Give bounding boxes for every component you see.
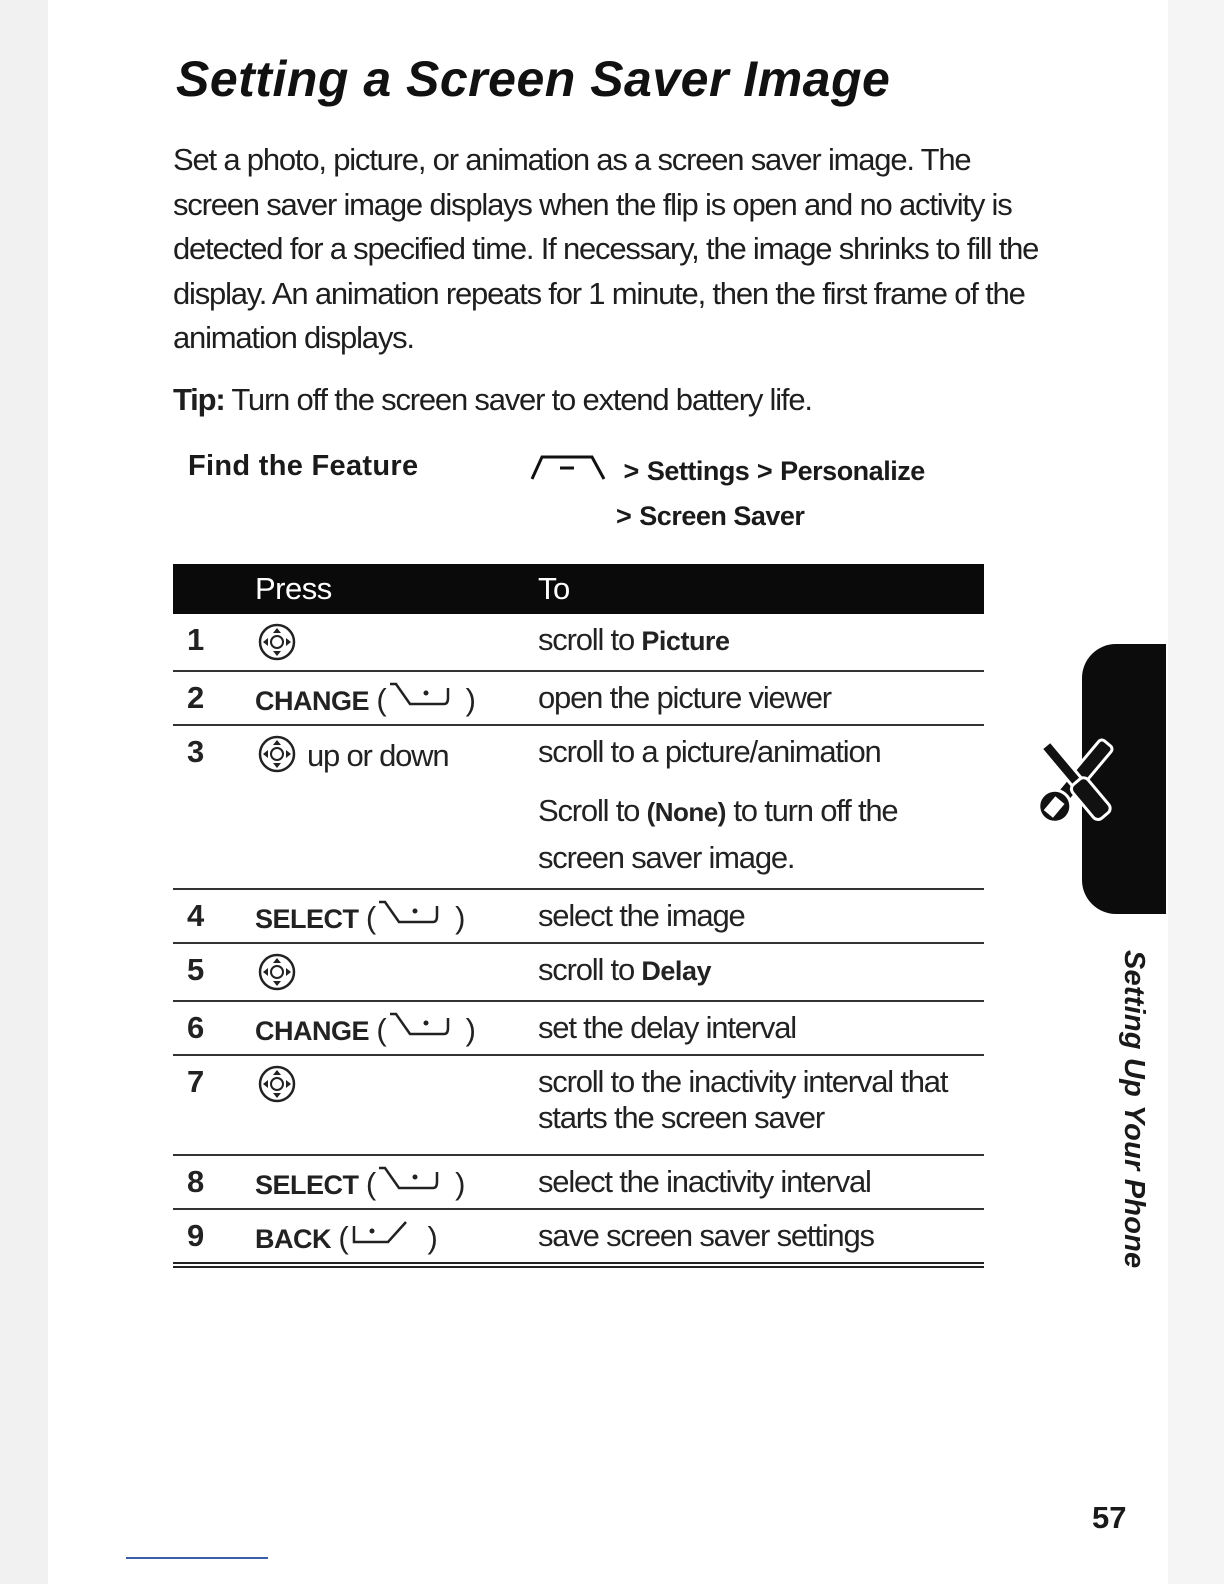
step-press bbox=[255, 889, 538, 943]
path-settings: Settings bbox=[646, 456, 750, 486]
table-row bbox=[173, 1209, 984, 1265]
step-number: 8 bbox=[173, 1155, 255, 1209]
press-suffix: up or down bbox=[307, 738, 449, 774]
key-label: CHANGE bbox=[255, 1016, 370, 1047]
menu-item-name: Picture bbox=[641, 626, 730, 656]
note-text-post: to turn off the screen saver image. bbox=[538, 793, 898, 875]
note-text-pre: Scroll to bbox=[538, 793, 647, 828]
key-label: CHANGE bbox=[255, 686, 370, 717]
nav-key-icon bbox=[255, 1064, 299, 1112]
note-option-none: (None) bbox=[646, 797, 726, 827]
key-paren: ( ) bbox=[359, 1166, 465, 1201]
step-action bbox=[538, 1209, 984, 1265]
step-press bbox=[255, 1155, 538, 1209]
step-press bbox=[255, 1055, 538, 1155]
right-soft-key-icon bbox=[386, 1010, 466, 1054]
action-text: set the delay interval bbox=[538, 1010, 796, 1045]
step-press bbox=[255, 725, 538, 889]
table-row bbox=[173, 1001, 984, 1055]
step-number: 5 bbox=[173, 943, 255, 1001]
step-number: 7 bbox=[173, 1055, 255, 1155]
nav-key-icon bbox=[255, 952, 299, 1000]
tip-paragraph bbox=[173, 382, 812, 418]
nav-key-icon bbox=[255, 622, 299, 670]
page-gutter-left bbox=[0, 0, 48, 1584]
path-personalize: Personalize bbox=[780, 456, 925, 486]
right-soft-key-icon bbox=[375, 898, 455, 942]
step-press bbox=[255, 671, 538, 725]
key-paren: ( ) bbox=[369, 1012, 475, 1047]
step-action bbox=[538, 725, 984, 889]
step-press bbox=[255, 1209, 538, 1265]
step-action bbox=[538, 1001, 984, 1055]
action-text: save screen saver settings bbox=[538, 1218, 874, 1253]
key-paren: ( ) bbox=[369, 682, 475, 717]
header-to: To bbox=[538, 564, 984, 614]
key-label: SELECT bbox=[255, 904, 359, 935]
action-text: scroll to bbox=[538, 952, 642, 987]
tools-icon bbox=[1016, 726, 1136, 841]
right-soft-key-icon bbox=[386, 680, 466, 724]
footer-rule bbox=[126, 1557, 268, 1559]
step-action bbox=[538, 1055, 984, 1155]
key-paren: ( ) bbox=[331, 1220, 437, 1255]
step-action bbox=[538, 943, 984, 1001]
menu-item-name: Delay bbox=[641, 956, 711, 986]
intro-paragraph: Set a photo, picture, or animation as a screen saver image. The screen saver image displays when the flip is open and no activity is detected for a specified time. If necessary, the image shrinks to fill the display. An animation repeats for 1 minute, then the first frame of the animation displays. bbox=[173, 142, 1039, 355]
path-sep-1: > bbox=[623, 456, 640, 486]
page-title: Setting a Screen Saver Image bbox=[176, 51, 891, 107]
table-row bbox=[173, 725, 984, 889]
step-action bbox=[538, 889, 984, 943]
menu-key-icon bbox=[528, 451, 610, 495]
table-row bbox=[173, 889, 984, 943]
table-row bbox=[173, 671, 984, 725]
key-label: SELECT bbox=[255, 1170, 359, 1201]
find-feature-label: Find the Feature bbox=[188, 450, 419, 482]
step-action bbox=[538, 1155, 984, 1209]
step-note bbox=[538, 788, 984, 881]
table-header-row bbox=[173, 564, 984, 614]
action-text: scroll to the inactivity interval that starts the screen saver bbox=[538, 1064, 948, 1135]
path-sep-2: > bbox=[756, 456, 773, 486]
table-row bbox=[173, 1155, 984, 1209]
page-number: 57 bbox=[1092, 1500, 1127, 1535]
find-feature-path bbox=[528, 450, 925, 537]
table-row bbox=[173, 1055, 984, 1155]
key-label: BACK bbox=[255, 1224, 331, 1255]
nav-key-icon bbox=[255, 734, 299, 782]
path-screen-saver: Screen Saver bbox=[639, 500, 805, 531]
step-press bbox=[255, 614, 538, 671]
key-paren: ( ) bbox=[359, 900, 465, 935]
tip-text: Turn off the screen saver to extend battery life. bbox=[231, 382, 812, 417]
header-press: Press bbox=[255, 564, 538, 614]
table-row bbox=[173, 943, 984, 1001]
step-press bbox=[255, 1001, 538, 1055]
path-sep-3: > bbox=[616, 500, 632, 531]
action-text: open the picture viewer bbox=[538, 680, 831, 715]
steps-table bbox=[173, 564, 984, 1268]
side-tab-label: Setting Up Your Phone bbox=[1118, 950, 1150, 1269]
right-soft-key-icon bbox=[375, 1164, 455, 1208]
left-soft-key-icon bbox=[348, 1218, 428, 1262]
header-num bbox=[173, 564, 255, 614]
step-press bbox=[255, 943, 538, 1001]
step-number: 9 bbox=[173, 1209, 255, 1265]
step-action bbox=[538, 671, 984, 725]
step-action bbox=[538, 614, 984, 671]
step-number: 4 bbox=[173, 889, 255, 943]
step-number: 1 bbox=[173, 614, 255, 671]
step-number: 6 bbox=[173, 1001, 255, 1055]
action-text: scroll to a picture/animation bbox=[538, 734, 881, 769]
table-row bbox=[173, 614, 984, 671]
action-text: select the image bbox=[538, 898, 745, 933]
step-number: 2 bbox=[173, 671, 255, 725]
action-text: select the inactivity interval bbox=[538, 1164, 871, 1199]
action-text: scroll to bbox=[538, 622, 642, 657]
tip-label: Tip: bbox=[173, 382, 225, 417]
page-gutter-right bbox=[1168, 0, 1224, 1584]
step-number: 3 bbox=[173, 725, 255, 889]
